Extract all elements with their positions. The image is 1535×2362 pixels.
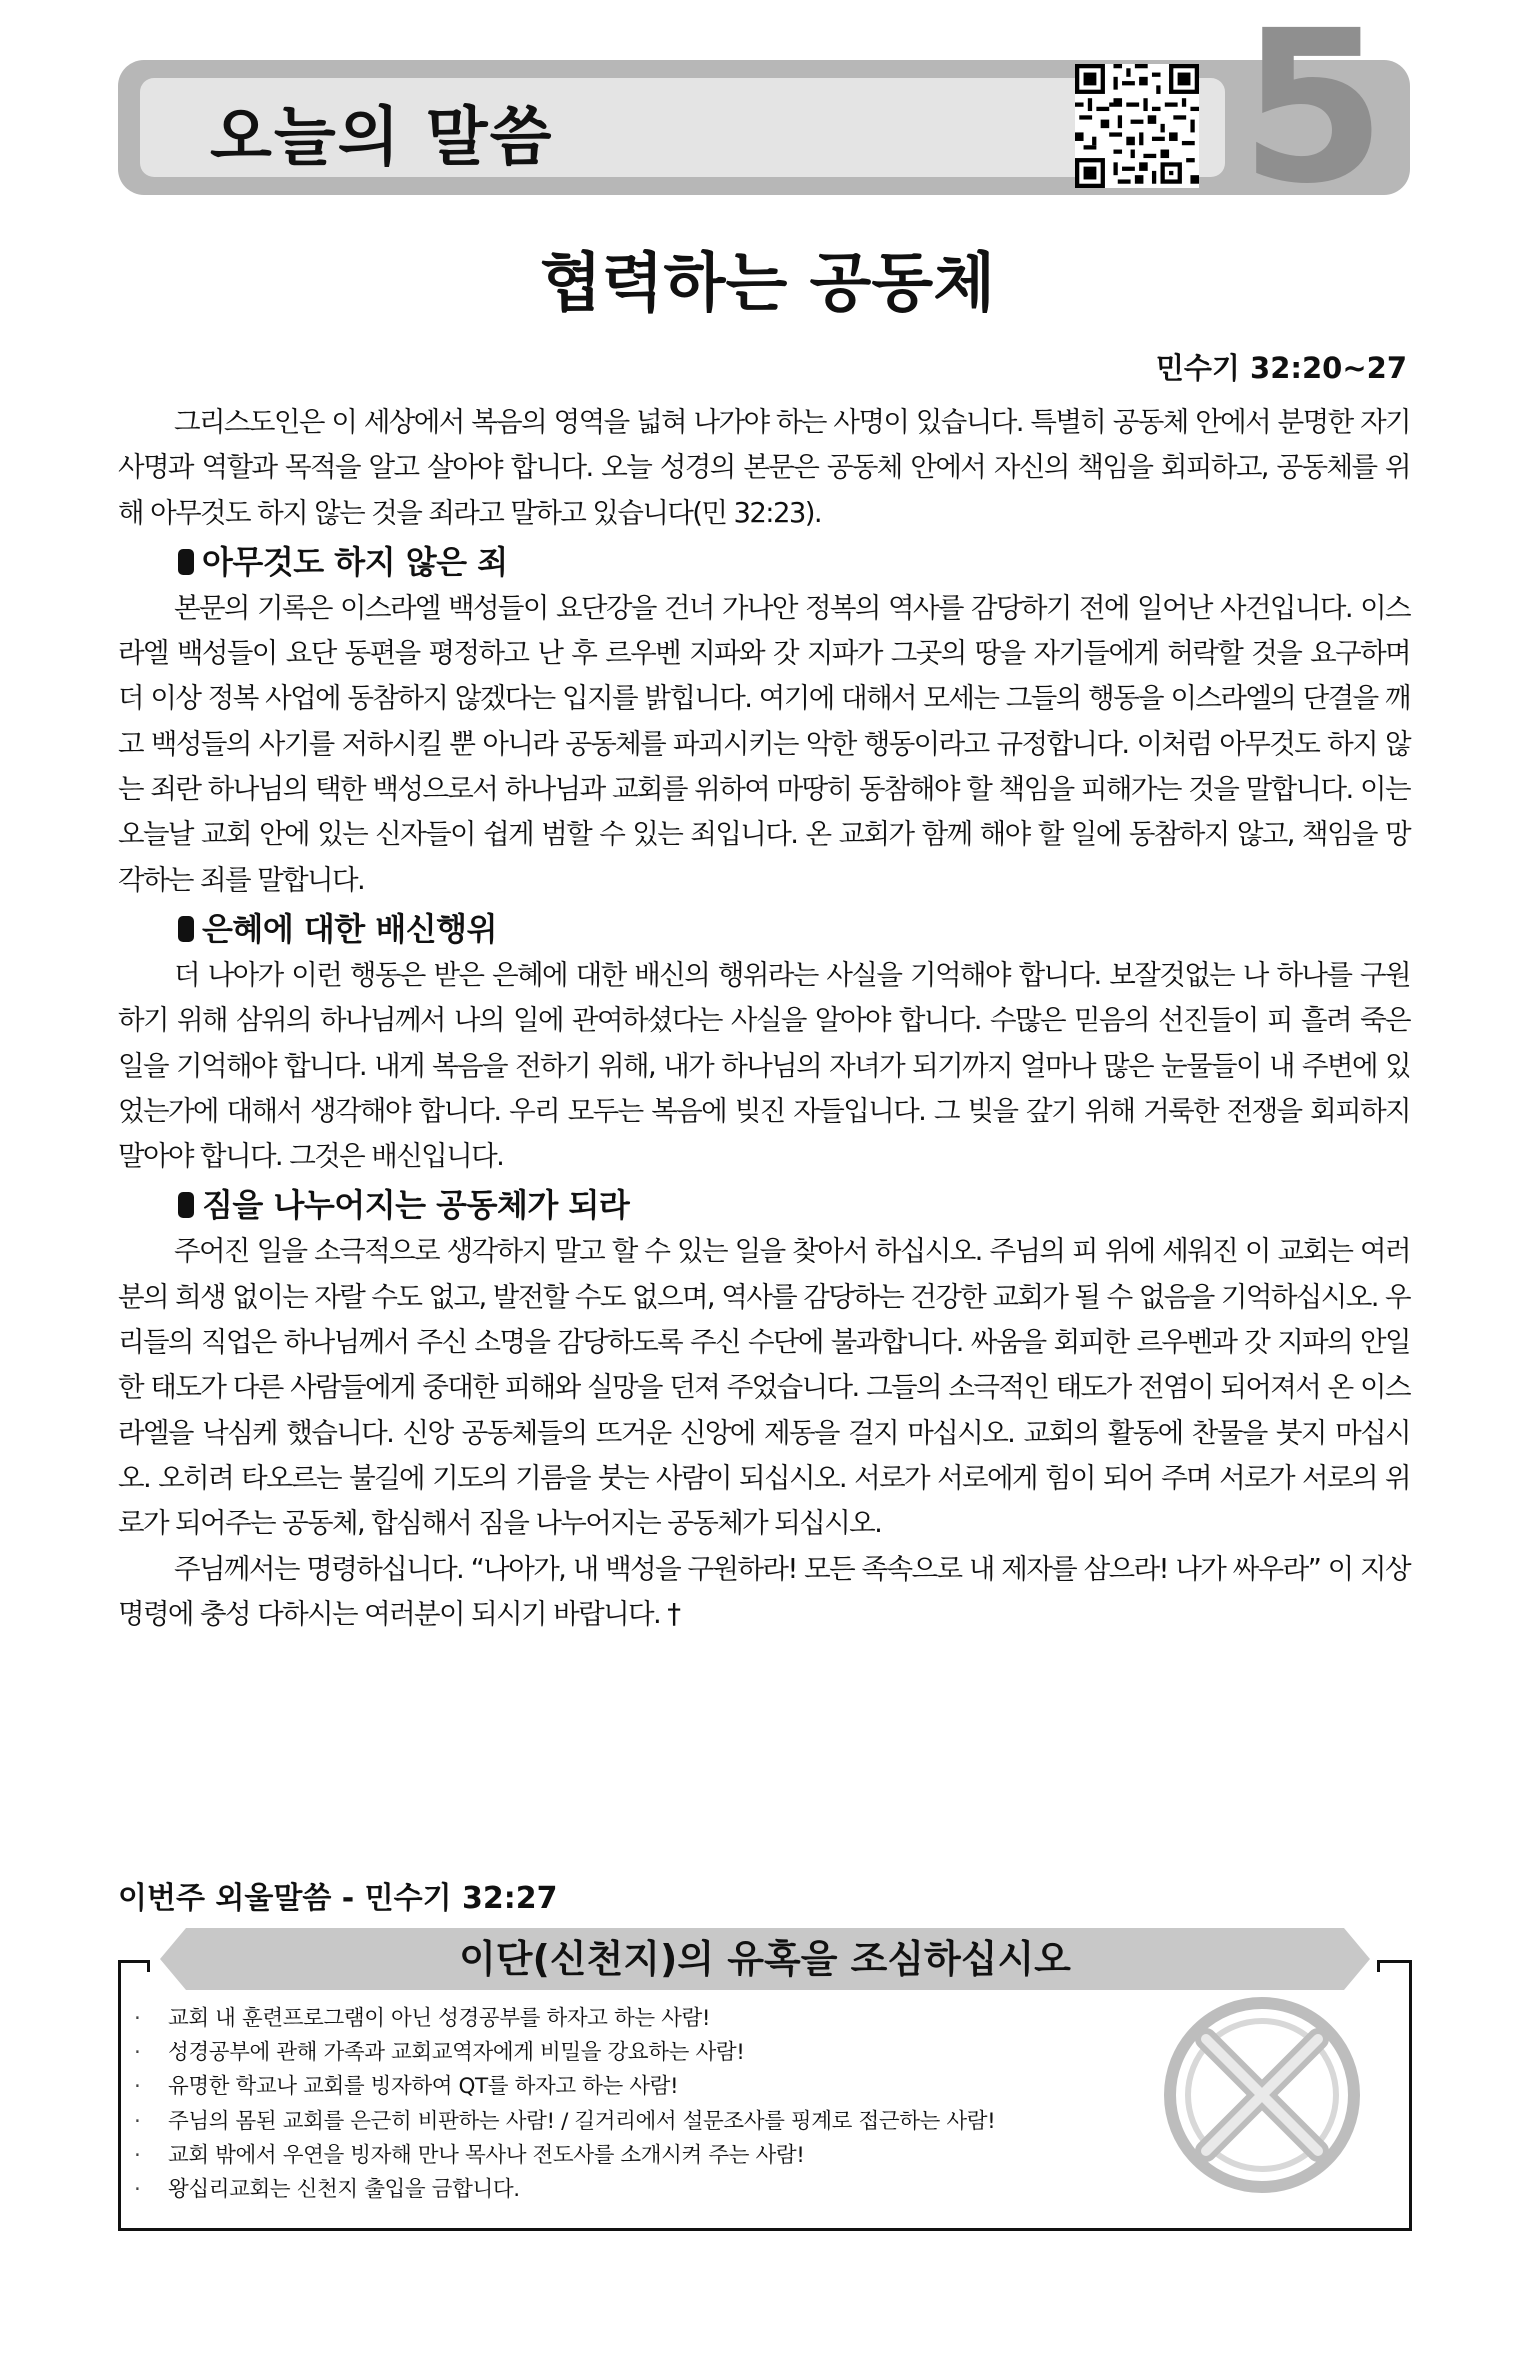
intro-paragraph: 그리스도인은 이 세상에서 복음의 영역을 넓혀 나가야 하는 사명이 있습니다. 특별히 공동체 안에서 분명한 자기 사명과 역할과 목적을 알고 살아야 합니다. 오늘 성경의 본문은 공동체 안에서 자신의 책임을 회피하고, 공동체를 위해 아무것도 하지 않는 것을 죄라고 말하고 있습니다(민 32:23).: [118, 406, 1410, 529]
list-item: · 교회 밖에서 우연을 빙자해 만나 목사나 전도사를 소개시켜 주는 사람!: [128, 2139, 1128, 2173]
box-corner: [147, 1960, 150, 1972]
closing-paragraph: 주님께서는 명령하십니다. “나아가, 내 백성을 구원하라! 모든 족속으로 내 제자를 삼으라! 나가 싸우라” 이 지상명령에 충성 다하시는 여러분이 되시기 바랍니다. †: [118, 1552, 1410, 1630]
qr-code-icon[interactable]: [1075, 64, 1199, 188]
box-corner: [1377, 1960, 1380, 1972]
list-item: · 주님의 몸된 교회를 은근히 비판하는 사람! / 길거리에서 설문조사를 핑계로 접근하는 사람!: [128, 2105, 1128, 2139]
list-item: · 유명한 학교나 교회를 빙자하여 QT를 하자고 하는 사람!: [128, 2070, 1128, 2104]
box-corner: [118, 1960, 150, 1963]
bullet-icon: [178, 916, 194, 942]
box-corner: [1377, 1960, 1409, 1963]
section-heading: 짐을 나누어지는 공동체가 되라: [118, 1181, 1410, 1229]
list-item: · 성경공부에 관해 가족과 교회교역자에게 비밀을 강요하는 사람!: [128, 2036, 1128, 2070]
section-heading: 아무것도 하지 않은 죄: [118, 538, 1410, 586]
section-paragraph: 본문의 기록은 이스라엘 백성들이 요단강을 건너 가나안 정복의 역사를 감당하기 전에 일어난 사건입니다. 이스라엘 백성들이 요단 동편을 평정하고 난 후 르우벤 지파와 갓 지파가 그곳의 땅을 자기들에게 허락할 것을 요구하며 더 이상 정복 사업에 동참하지 않겠다는 입지를 밝힙니다. 여기에 대해서 모세는 그들의 행동을 이스라엘의 단결을 깨고 백성들의 사기를 저하시킬 뿐 아니라 공동체를 파괴시키는 악한 행동이라고 규정합니다. 이처럼 아무것도 하지 않는 죄란 하나님의 택한 백성으로서 하나님과 교회를 위하여 마땅히 동참해야 할 책임을 피해가는 것을 말합니다. 이는 오늘날 교회 안에 있는 신자들이 쉽게 범할 수 있는 죄입니다. 온 교회가 함께 해야 할 일에 동참하지 않고, 책임을 망각하는 죄를 말합니다.: [118, 591, 1410, 896]
list-item: · 왕십리교회는 신천지 출입을 금합니다.: [128, 2173, 1128, 2207]
list-item: · 교회 내 훈련프로그램이 아닌 성경공부를 하자고 하는 사람!: [128, 2002, 1128, 2036]
scripture-reference: 민수기 32:20~27: [1155, 351, 1407, 385]
section-paragraph: 더 나아가 이런 행동은 받은 은혜에 대한 배신의 행위라는 사실을 기억해야 합니다. 보잘것없는 나 하나를 구원하기 위해 삼위의 하나님께서 나의 일에 관여하셨다는 사실을 알아야 합니다. 수많은 믿음의 선진들이 피 흘려 죽은 일을 기억해야 합니다. 내게 복음을 전하기 위해, 내가 하나님의 자녀가 되기까지 얼마나 많은 눈물들이 내 주변에 있었는가에 대해서 생각해야 합니다. 우리 모두는 복음에 빚진 자들입니다. 그 빚을 갚기 위해 거룩한 전쟁을 회피하지 말아야 합니다. 그것은 배신입니다.: [118, 958, 1410, 1173]
section-title: 오늘의 말씀: [210, 101, 554, 175]
sermon-title: 협력하는 공동체: [539, 247, 996, 321]
memory-verse: 이번주 외울말씀 - 민수기 32:27: [118, 1881, 558, 1916]
header-title-panel: [140, 78, 1225, 177]
bullet-icon: [178, 1192, 194, 1218]
warning-title: 이단(신천지)의 유혹을 조심하십시오: [459, 1937, 1071, 1981]
page-number: 5: [1240, 0, 1387, 230]
prohibition-x-icon: [1162, 1995, 1362, 2195]
warning-list: [128, 2002, 1128, 2207]
section-heading: 은혜에 대한 배신행위: [118, 905, 1410, 953]
section-paragraph: 주어진 일을 소극적으로 생각하지 말고 할 수 있는 일을 찾아서 하십시오. 주님의 피 위에 세워진 이 교회는 여러분의 희생 없이는 자랄 수도 없고, 발전할 수도 없으며, 역사를 감당하는 건강한 교회가 될 수 없음을 기억하십시오. 우리들의 직업은 하나님께서 주신 소명을 감당하도록 주신 수단에 불과합니다. 싸움을 회피한 르우벤과 갓 지파의 안일한 태도가 다른 사람들에게 중대한 피해와 실망을 던져 주었습니다. 그들의 소극적인 태도가 전염이 되어져서 온 이스라엘을 낙심케 했습니다. 신앙 공동체들의 뜨거운 신앙에 제동을 걸지 마십시오. 교회의 활동에 찬물을 붓지 마십시오. 오히려 타오르는 불길에 기도의 기름을 붓는 사람이 되십시오. 서로가 서로에게 힘이 되어 주며 서로가 서로의 위로가 되어주는 공동체, 합심해서 짐을 나누어지는 공동체가 되십시오.: [118, 1235, 1410, 1540]
bullet-icon: [178, 549, 194, 575]
header-band: [118, 60, 1410, 195]
sermon-body: [118, 400, 1410, 1637]
